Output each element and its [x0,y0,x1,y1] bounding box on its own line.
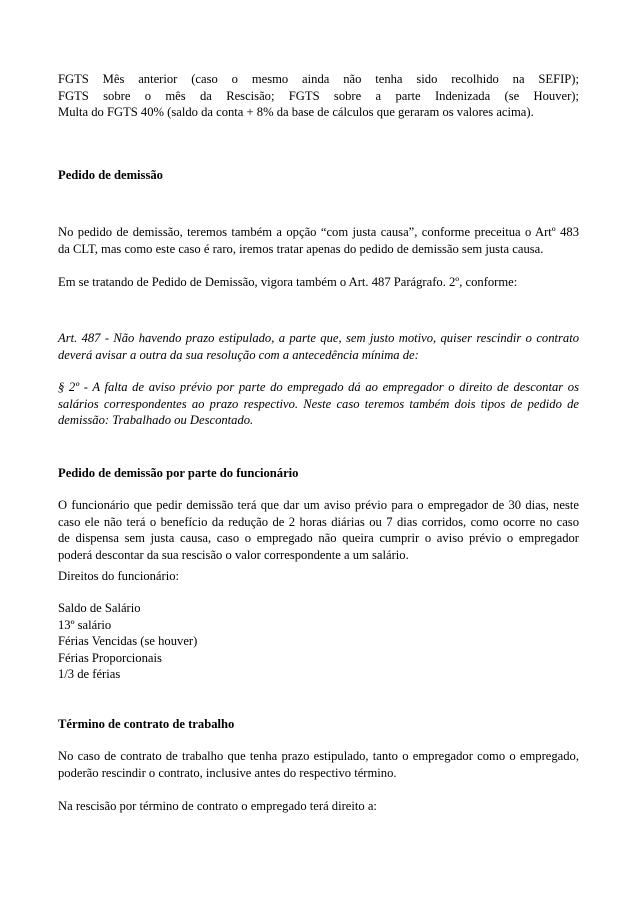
art-line-1: Art. 487 - Não havendo prazo estipulado, a parte que, sem justo motivo, quiser rescindir o contrato [58,331,579,345]
art-487-intro-paragraph: Em se tratando de Pedido de Demissão, vigora também o Art. 487 Parágrafo. 2º, conforme: [58,275,518,289]
fgts-line-1: FGTS Mês anterior (caso o mesmo ainda não tenha sido recolhido na SEFIP); [58,72,579,86]
par2-line-1: § 2º - A falta de aviso prévio por parte do empregado dá ao empregador o direito de descontar os [58,380,579,394]
list-item: Saldo de Salário [58,601,141,615]
list-item: 13º salário [58,617,112,632]
func-line-3: de dispensa sem justa causa, caso o empregado não queira cumprir o aviso prévio o empregador [58,531,579,545]
art-line-2: deverá avisar a outra da sua resolução com a antecedência mínima de: [58,347,419,362]
list-item: Férias Proporcionais [58,650,162,665]
rights-label: Direitos do funcionário: [58,569,180,583]
pedido-demissao-paragraph [58,224,579,257]
section-title-pedido-funcionario: Pedido de demissão por parte do funcionário [58,466,299,480]
func-line-2: caso ele não terá o benefício da redução de 2 horas diárias ou 7 dias corridos, como ocorre no caso [58,514,579,529]
section-title-termino-contrato: Término de contrato de trabalho [58,717,235,731]
func-line-4: poderá descontar da sua rescisão o valor correspondente a um salário. [58,547,409,562]
list-item: Férias Vencidas (se houver) [58,634,198,648]
section-title-pedido-de-demissao: Pedido de demissão [58,168,163,182]
func-line-1: O funcionário que pedir demissão terá que dar um aviso prévio para o empregador de 30 dias, neste [58,498,579,512]
termino-rights-intro: Na rescisão por término de contrato o empregado terá direito a: [58,799,377,813]
list-item: 1/3 de férias [58,667,121,681]
par2-line-2: salários correspondentes ao prazo respectivo. Neste caso teremos também dois tipos de pedido de [58,396,579,411]
pedido-line-1: No pedido de demissão, teremos também a opção “com justa causa”, conforme preceitua o Artº 483 [58,225,579,239]
fgts-paragraph [58,71,579,121]
paragraph-2-quote [58,379,579,429]
termino-paragraph [58,748,579,781]
fgts-line-2: FGTS sobre o mês da Rescisão; FGTS sobre a parte Indenizada (se Houver); [58,88,579,103]
pedido-line-2: da CLT, mas como este caso é raro, iremos tratar apenas do pedido de demissão sem justa causa. [58,241,544,256]
termino-line-1: No caso de contrato de trabalho que tenha prazo estipulado, tanto o empregador como o empregado, [58,749,579,763]
termino-line-2: poderão rescindir o contrato, inclusive antes do respectivo término. [58,765,397,780]
rights-list [58,600,579,683]
par2-line-3: demissão: Trabalhado ou Descontado. [58,413,254,427]
fgts-line-3: Multa do FGTS 40% (saldo da conta + 8% da base de cálculos que geraram os valores acima). [58,105,534,119]
funcionario-paragraph [58,497,579,563]
art-487-quote-paragraph [58,330,579,363]
